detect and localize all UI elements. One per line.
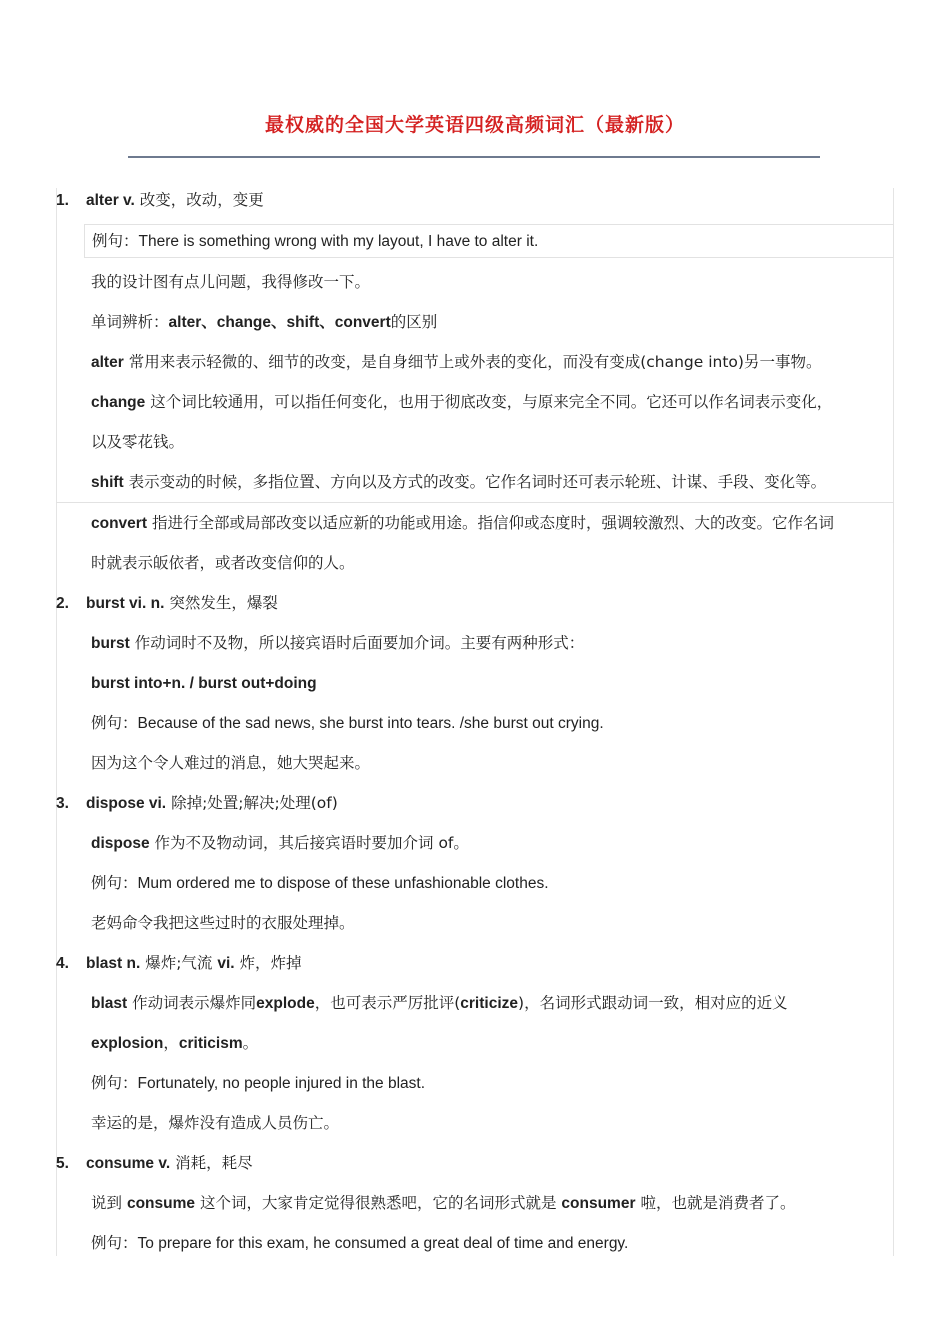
- example-translation: [56, 903, 894, 943]
- usage-text: )，名词形式跟动词一致，相对应的近义: [518, 994, 788, 1012]
- entry-number: 2.: [56, 595, 69, 612]
- entry-number: 4.: [56, 955, 69, 972]
- example-text: Fortunately, no people injured in the blast.: [137, 1075, 426, 1092]
- example-sentence: [84, 224, 894, 258]
- usage-text: 作为不及物动词，其后接宾语时要加介词 of。: [154, 834, 469, 852]
- entry-word: alter v.: [86, 192, 135, 209]
- usage-word: explode: [256, 995, 315, 1012]
- comparison-label: 单词辨析：: [91, 313, 169, 331]
- usage-word: criticism: [178, 1035, 243, 1052]
- example-label: 例句：: [91, 1074, 138, 1092]
- usage-text: 作动词表示爆炸同: [132, 994, 257, 1012]
- example-sentence: [56, 1223, 894, 1263]
- usage-word: shift: [91, 474, 124, 491]
- example-translation: [56, 1103, 894, 1143]
- translation-text: 幸运的是，爆炸没有造成人员伤亡。: [91, 1114, 340, 1132]
- entry-heading: [56, 180, 894, 220]
- pattern-text: burst into+n. / burst out+doing: [91, 675, 317, 692]
- usage-word: consume: [126, 1195, 196, 1212]
- usage-text: ，: [163, 1034, 179, 1052]
- usage-word: explosion: [91, 1035, 164, 1052]
- usage-word: burst: [91, 635, 130, 652]
- page-title: 最权威的全国大学英语四级高频词汇（最新版）: [264, 114, 685, 136]
- usage-text: 说到: [91, 1194, 123, 1212]
- entry-heading: [56, 1143, 894, 1183]
- usage-note: [56, 342, 894, 382]
- entry-number: 1.: [56, 192, 69, 209]
- usage-text: 啦，也就是消费者了。: [640, 1194, 796, 1212]
- usage-text: 表示变动的时候，多指位置、方向以及方式的改变。它作名词时还可表示轮班、计谋、手段、变化等。: [128, 473, 827, 491]
- example-label: 例句：: [91, 1234, 138, 1252]
- entry-meaning: 爆炸;气流: [145, 954, 213, 972]
- usage-text: 。: [242, 1034, 259, 1052]
- usage-note-continued: [56, 543, 894, 583]
- usage-text: 指进行全部或局部改变以适应新的功能或用途。指信仰或态度时，强调较激烈、大的改变。它作名词: [151, 514, 834, 532]
- example-text: To prepare for this exam, he consumed a great deal of time and energy.: [137, 1235, 629, 1252]
- comparison-suffix: 的区别: [390, 313, 438, 331]
- usage-text: 时就表示皈依者，或者改变信仰的人。: [91, 554, 355, 572]
- example-sentence: [56, 703, 894, 743]
- example-text: Mum ordered me to dispose of these unfashionable clothes.: [137, 875, 549, 892]
- usage-note: [56, 1183, 894, 1223]
- translation-text: 因为这个令人难过的消息，她大哭起来。: [91, 754, 371, 772]
- comparison-words: alter、change、shift、convert: [168, 314, 391, 331]
- usage-word: blast: [91, 995, 128, 1012]
- usage-note: [56, 462, 894, 502]
- vocabulary-list: [56, 180, 894, 1263]
- example-translation: [56, 743, 894, 783]
- example-label: 例句：: [91, 714, 138, 732]
- entry-word-secondary: vi.: [217, 955, 235, 972]
- usage-word: change: [91, 394, 146, 411]
- usage-text: 以及零花钱。: [91, 433, 185, 451]
- example-text: Because of the sad news, she burst into tears. /she burst out crying.: [137, 715, 604, 732]
- entry-word: burst vi. n.: [86, 595, 165, 612]
- example-label: 例句：: [91, 874, 138, 892]
- entry-word: consume v.: [86, 1155, 171, 1172]
- example-sentence: [56, 1063, 894, 1103]
- entry-heading: [56, 943, 894, 983]
- usage-note: [56, 983, 894, 1023]
- usage-text: 这个词比较通用，可以指任何变化，也用于彻底改变，与原来完全不同。它还可以作名词表示变化，: [150, 393, 833, 411]
- usage-word: consumer: [561, 1195, 636, 1212]
- usage-word: dispose: [91, 835, 150, 852]
- title-divider: [128, 156, 820, 158]
- usage-pattern: [56, 663, 894, 703]
- entry-meaning: 改变，改动，变更: [139, 191, 264, 209]
- usage-word: convert: [91, 515, 147, 532]
- usage-note-continued: [56, 422, 894, 462]
- entry-heading: [56, 783, 894, 823]
- usage-note: [56, 382, 894, 422]
- example-sentence: [56, 863, 894, 903]
- usage-note: [56, 502, 894, 543]
- entry-meaning: 除掉;处置;解决;处理(of): [171, 794, 338, 812]
- entry-meaning-secondary: 炸，炸掉: [239, 954, 302, 972]
- usage-note-continued: [56, 1023, 894, 1063]
- example-text: There is something wrong with my layout, I have to alter it.: [138, 233, 539, 250]
- usage-text: 常用来表示轻微的、细节的改变，是自身细节上或外表的变化，而没有变成(change into)另一事物。: [128, 353, 822, 371]
- entry-word: blast n.: [86, 955, 141, 972]
- entry-number: 3.: [56, 795, 69, 812]
- usage-text: 作动词时不及物，所以接宾语时后面要加介词。主要有两种形式：: [134, 634, 585, 652]
- example-label: 例句：: [92, 232, 139, 250]
- example-translation: [56, 262, 894, 302]
- entry-meaning: 消耗，耗尽: [175, 1154, 253, 1172]
- word-comparison: [56, 302, 894, 342]
- usage-word: criticize: [460, 995, 519, 1012]
- entry-number: 5.: [56, 1155, 69, 1172]
- usage-note: [56, 623, 894, 663]
- entry-meaning: 突然发生，爆裂: [169, 594, 278, 612]
- usage-note: [56, 823, 894, 863]
- translation-text: 我的设计图有点儿问题，我得修改一下。: [91, 273, 371, 291]
- usage-text: 这个词，大家肯定觉得很熟悉吧，它的名词形式就是: [199, 1194, 557, 1212]
- entry-heading: [56, 583, 894, 623]
- usage-text: ，也可表示严厉批评(: [314, 994, 461, 1012]
- translation-text: 老妈命令我把这些过时的衣服处理掉。: [91, 914, 355, 932]
- usage-word: alter: [91, 354, 124, 371]
- entry-word: dispose vi.: [86, 795, 167, 812]
